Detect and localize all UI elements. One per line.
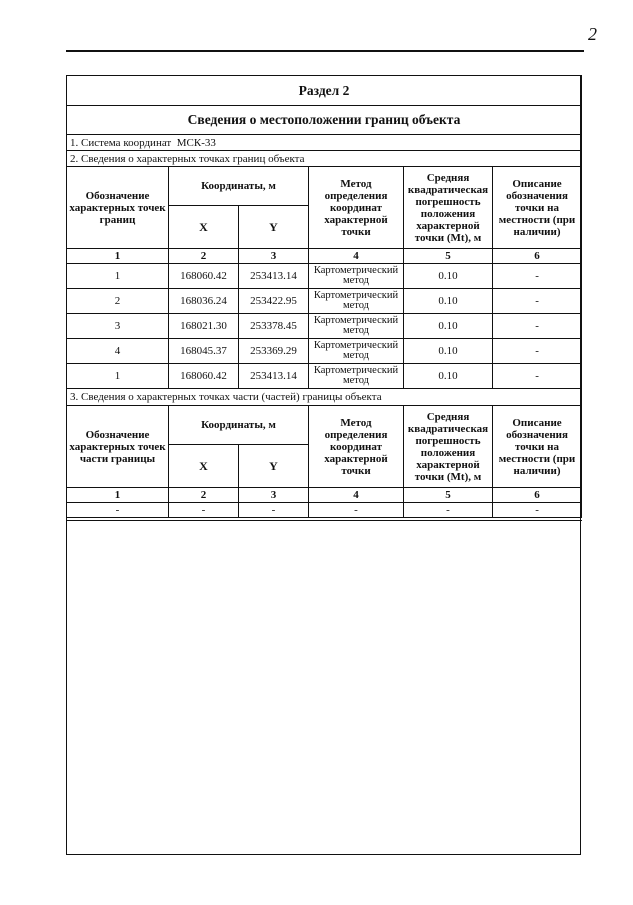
method-cell: Картометрический метод bbox=[309, 339, 404, 364]
x-cell: - bbox=[169, 503, 239, 518]
block3-num-5: 5 bbox=[404, 488, 493, 503]
x-cell: 168021.30 bbox=[169, 314, 239, 339]
main-heading: Сведения о местоположении границ объекта bbox=[67, 106, 582, 135]
y-cell: 253369.29 bbox=[239, 339, 309, 364]
x-cell: 168036.24 bbox=[169, 289, 239, 314]
block3-num-3: 3 bbox=[239, 488, 309, 503]
mt-cell: 0.10 bbox=[404, 264, 493, 289]
block3-num-2: 2 bbox=[169, 488, 239, 503]
block3-header-x: X bbox=[169, 445, 239, 488]
block2-num-1: 1 bbox=[67, 249, 169, 264]
section-table bbox=[66, 75, 582, 521]
y-cell: - bbox=[239, 503, 309, 518]
point-cell: 1 bbox=[67, 364, 169, 389]
block3-num-4: 4 bbox=[309, 488, 404, 503]
block3-header-description: Описание обозначения точки на местности (при наличии) bbox=[493, 406, 582, 488]
block2-num-3: 3 bbox=[239, 249, 309, 264]
coord-system-row bbox=[67, 135, 582, 151]
method-cell: Картометрический метод bbox=[309, 314, 404, 339]
table-row bbox=[67, 364, 582, 389]
block3-header-error: Средняя квадратическая погрешность положения характерной точки (Mt), м bbox=[404, 406, 493, 488]
block2-header-coords: Координаты, м bbox=[169, 167, 309, 206]
mt-cell: 0.10 bbox=[404, 339, 493, 364]
method-cell: Картометрический метод bbox=[309, 264, 404, 289]
method-cell: - bbox=[309, 503, 404, 518]
desc-cell: - bbox=[493, 314, 582, 339]
section-title: Раздел 2 bbox=[67, 76, 582, 106]
mt-cell: 0.10 bbox=[404, 364, 493, 389]
top-rule bbox=[66, 50, 584, 52]
method-cell: Картометрический метод bbox=[309, 289, 404, 314]
method-cell: Картометрический метод bbox=[309, 364, 404, 389]
block3-num-6: 6 bbox=[493, 488, 582, 503]
block2-header-designation: Обозначение характерных точек границ bbox=[67, 167, 169, 249]
y-cell: 253413.14 bbox=[239, 264, 309, 289]
table-row bbox=[67, 264, 582, 289]
desc-cell: - bbox=[493, 339, 582, 364]
mt-cell: 0.10 bbox=[404, 289, 493, 314]
point-cell: 3 bbox=[67, 314, 169, 339]
block2-header-x: X bbox=[169, 206, 239, 249]
coord-system-value: МСК-33 bbox=[176, 136, 216, 149]
y-cell: 253413.14 bbox=[239, 364, 309, 389]
x-cell: 168060.42 bbox=[169, 364, 239, 389]
point-cell: 1 bbox=[67, 264, 169, 289]
block2-num-5: 5 bbox=[404, 249, 493, 264]
x-cell: 168060.42 bbox=[169, 264, 239, 289]
block2-num-6: 6 bbox=[493, 249, 582, 264]
point-cell: 2 bbox=[67, 289, 169, 314]
block3-header-method: Метод определения координат характерной точки bbox=[309, 406, 404, 488]
table-row bbox=[67, 314, 582, 339]
block2-header-method: Метод определения координат характерной точки bbox=[309, 167, 404, 249]
block3-header-y: Y bbox=[239, 445, 309, 488]
table-row bbox=[67, 289, 582, 314]
table-row bbox=[67, 503, 582, 518]
desc-cell: - bbox=[493, 503, 582, 518]
block3-header-coords: Координаты, м bbox=[169, 406, 309, 445]
desc-cell: - bbox=[493, 289, 582, 314]
block2-numbering-row bbox=[67, 249, 582, 264]
mt-cell: 0.10 bbox=[404, 314, 493, 339]
desc-cell: - bbox=[493, 264, 582, 289]
block2-header-error: Средняя квадратическая погрешность положения характерной точки (Mt), м bbox=[404, 167, 493, 249]
point-cell: 4 bbox=[67, 339, 169, 364]
y-cell: 253378.45 bbox=[239, 314, 309, 339]
block2-num-4: 4 bbox=[309, 249, 404, 264]
y-cell: 253422.95 bbox=[239, 289, 309, 314]
block3-numbering-row bbox=[67, 488, 582, 503]
x-cell: 168045.37 bbox=[169, 339, 239, 364]
block2-header-y: Y bbox=[239, 206, 309, 249]
mt-cell: - bbox=[404, 503, 493, 518]
block2-header-description: Описание обозначения точки на местности (при наличии) bbox=[493, 167, 582, 249]
block3-num-1: 1 bbox=[67, 488, 169, 503]
coord-system-label: 1. Система координат bbox=[70, 136, 172, 149]
block3-header-designation: Обозначение характерных точек части границы bbox=[67, 406, 169, 488]
section-box bbox=[66, 75, 581, 521]
block2-title: 2. Сведения о характерных точках границ объекта bbox=[67, 151, 582, 167]
block3-title: 3. Сведения о характерных точках части (частей) границы объекта bbox=[67, 389, 582, 406]
table-end-spacer bbox=[67, 518, 582, 521]
desc-cell: - bbox=[493, 364, 582, 389]
spacer-cell bbox=[67, 518, 582, 521]
block2-num-2: 2 bbox=[169, 249, 239, 264]
point-cell: - bbox=[67, 503, 169, 518]
page-number: 2 bbox=[588, 24, 597, 44]
table-row bbox=[67, 339, 582, 364]
